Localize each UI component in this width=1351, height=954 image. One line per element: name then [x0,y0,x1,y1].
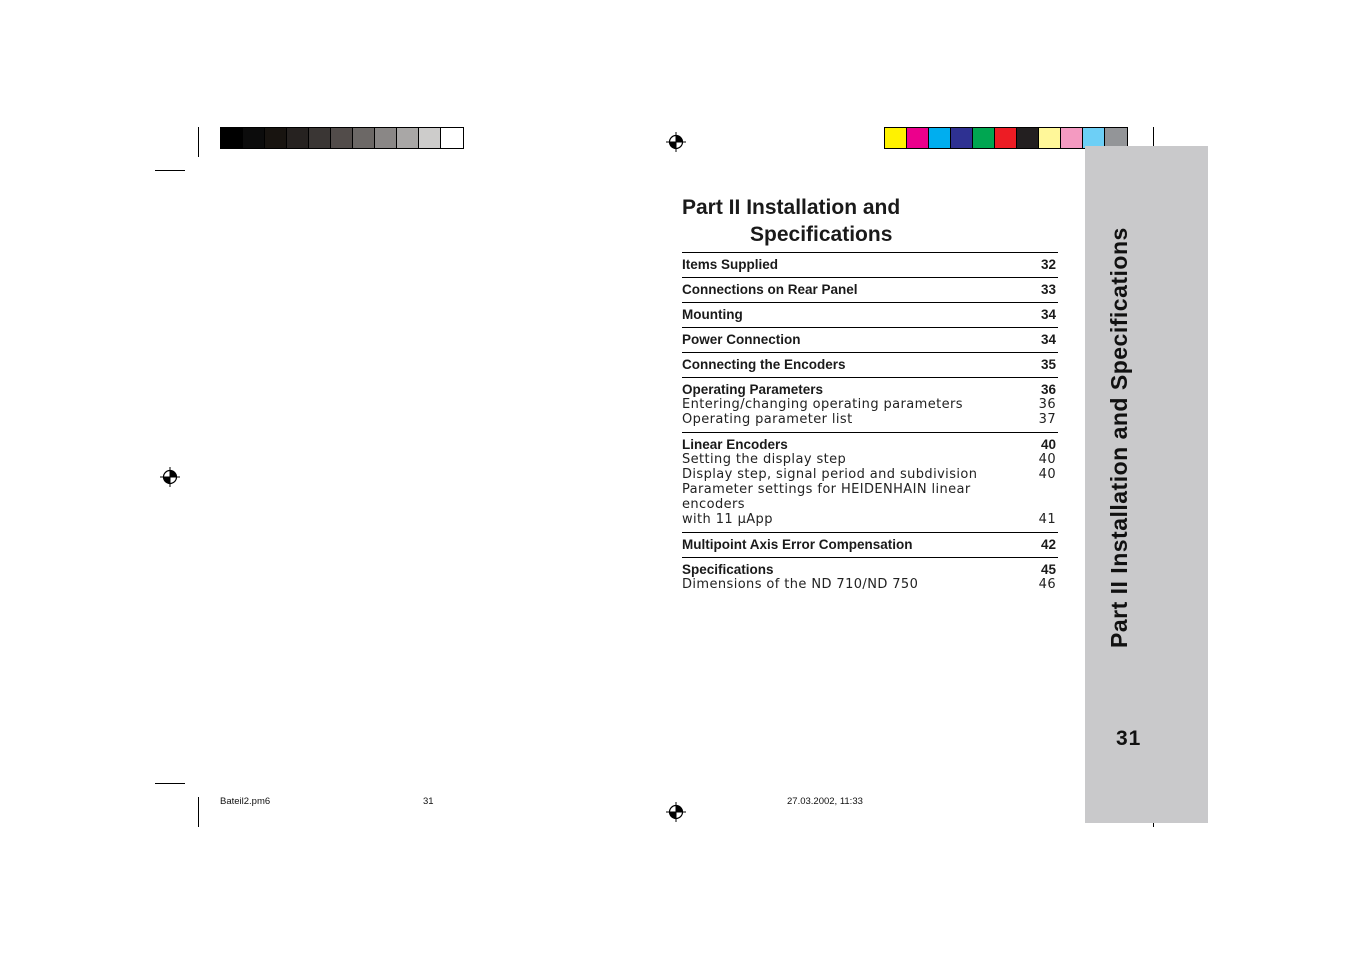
color-swatch [1061,128,1083,148]
footer-page: 31 [423,796,434,807]
toc-entry-page: 41 [1038,512,1056,527]
toc-sub-entry [682,397,1058,412]
page-title-line-2: Specifications [750,223,893,246]
toc-entry-label: Dimensions of the ND 710/ND 750 [682,577,919,592]
toc-section [682,277,1058,302]
toc-heading-entry [682,257,1058,272]
toc-heading-entry [682,562,1058,577]
registration-mark-icon [666,802,686,822]
page-title [682,194,1062,248]
toc-heading-entry [682,282,1058,297]
color-swatch [397,128,419,148]
toc-entry-page: 46 [1038,577,1056,592]
page-title-line-1: Part II Installation and [682,196,901,219]
toc-entry-label: Multipoint Axis Error Compensation [682,537,913,552]
color-swatch [1017,128,1039,148]
toc-sub-entry [682,467,1058,482]
toc-entry-label: Mounting [682,307,743,322]
toc-entry-label: Connecting the Encoders [682,357,846,372]
color-swatch [1083,128,1105,148]
toc-entry-page: 40 [1038,467,1056,482]
toc-entry-label: Specifications [682,562,774,577]
crop-mark [198,797,199,827]
color-swatch [885,128,907,148]
page-number: 31 [1116,727,1142,750]
color-swatch [243,128,265,148]
toc-section [682,557,1058,597]
color-swatch [1105,128,1127,148]
toc-sub-entry [682,482,1058,512]
color-swatch [265,128,287,148]
crop-mark [155,783,185,784]
toc-section [682,377,1058,432]
toc-section [682,302,1058,327]
color-swatch [951,128,973,148]
color-swatch [309,128,331,148]
registration-mark-icon [160,467,180,487]
chapter-sidebar [1085,146,1208,823]
color-swatch [353,128,375,148]
toc-entry-page: 35 [1040,357,1056,372]
toc-entry-page: 33 [1040,282,1056,297]
toc-heading-entry [682,537,1058,552]
toc-entry-page: 36 [1040,382,1056,397]
table-of-contents [682,252,1058,597]
color-swatch [331,128,353,148]
toc-section [682,327,1058,352]
toc-heading-entry [682,382,1058,397]
toc-entry-page: 34 [1040,307,1056,322]
color-swatch [995,128,1017,148]
toc-sub-entry [682,512,1058,527]
color-swatch [441,128,463,148]
toc-heading-entry [682,307,1058,322]
color-swatch [929,128,951,148]
toc-entry-page: 32 [1040,257,1056,272]
color-swatch [375,128,397,148]
toc-section [682,252,1058,277]
color-swatch [907,128,929,148]
toc-entry-label: Linear Encoders [682,437,788,452]
toc-section [682,532,1058,557]
color-swatch [287,128,309,148]
toc-entry-label: Operating Parameters [682,382,824,397]
toc-entry-page [1031,482,1058,512]
color-swatch [419,128,441,148]
toc-sub-entry [682,452,1058,467]
toc-entry-label: Items Supplied [682,257,779,272]
toc-heading-entry [682,437,1058,452]
color-swatch [1039,128,1061,148]
toc-entry-page: 37 [1038,412,1056,427]
toc-entry-label: Operating parameter list [682,412,853,427]
crop-mark [198,127,199,157]
toc-entry-label: Display step, signal period and subdivision [682,467,978,482]
toc-sub-entry [682,412,1058,427]
toc-entry-label: Power Connection [682,332,801,347]
toc-entry-page: 45 [1040,562,1056,577]
color-swatch [973,128,995,148]
toc-entry-label: Parameter settings for HEIDENHAIN linear encoders [682,482,971,512]
color-swatch [221,128,243,148]
toc-entry-page: 40 [1040,437,1056,452]
toc-heading-entry [682,332,1058,347]
toc-heading-entry [682,357,1058,372]
footer-datetime: 27.03.2002, 11:33 [787,796,863,807]
toc-entry-label: Entering/changing operating parameters [682,397,963,412]
registration-mark-icon [666,132,686,152]
grayscale-bar [220,127,464,149]
toc-entry-page: 42 [1040,537,1056,552]
toc-section [682,432,1058,532]
toc-sub-entry [682,577,1058,592]
footer-file-name: Bateil2.pm6 [220,796,271,807]
sidebar-chapter-title: Part II Installation and Specifications [1106,227,1132,648]
toc-entry-page: 36 [1038,397,1056,412]
toc-entry-label: with 11 µApp [682,512,773,527]
toc-entry-label: Connections on Rear Panel [682,282,858,297]
toc-entry-label: Setting the display step [682,452,847,467]
crop-mark [155,170,185,171]
toc-section [682,352,1058,377]
toc-entry-page: 40 [1038,452,1056,467]
toc-entry-page: 34 [1040,332,1056,347]
